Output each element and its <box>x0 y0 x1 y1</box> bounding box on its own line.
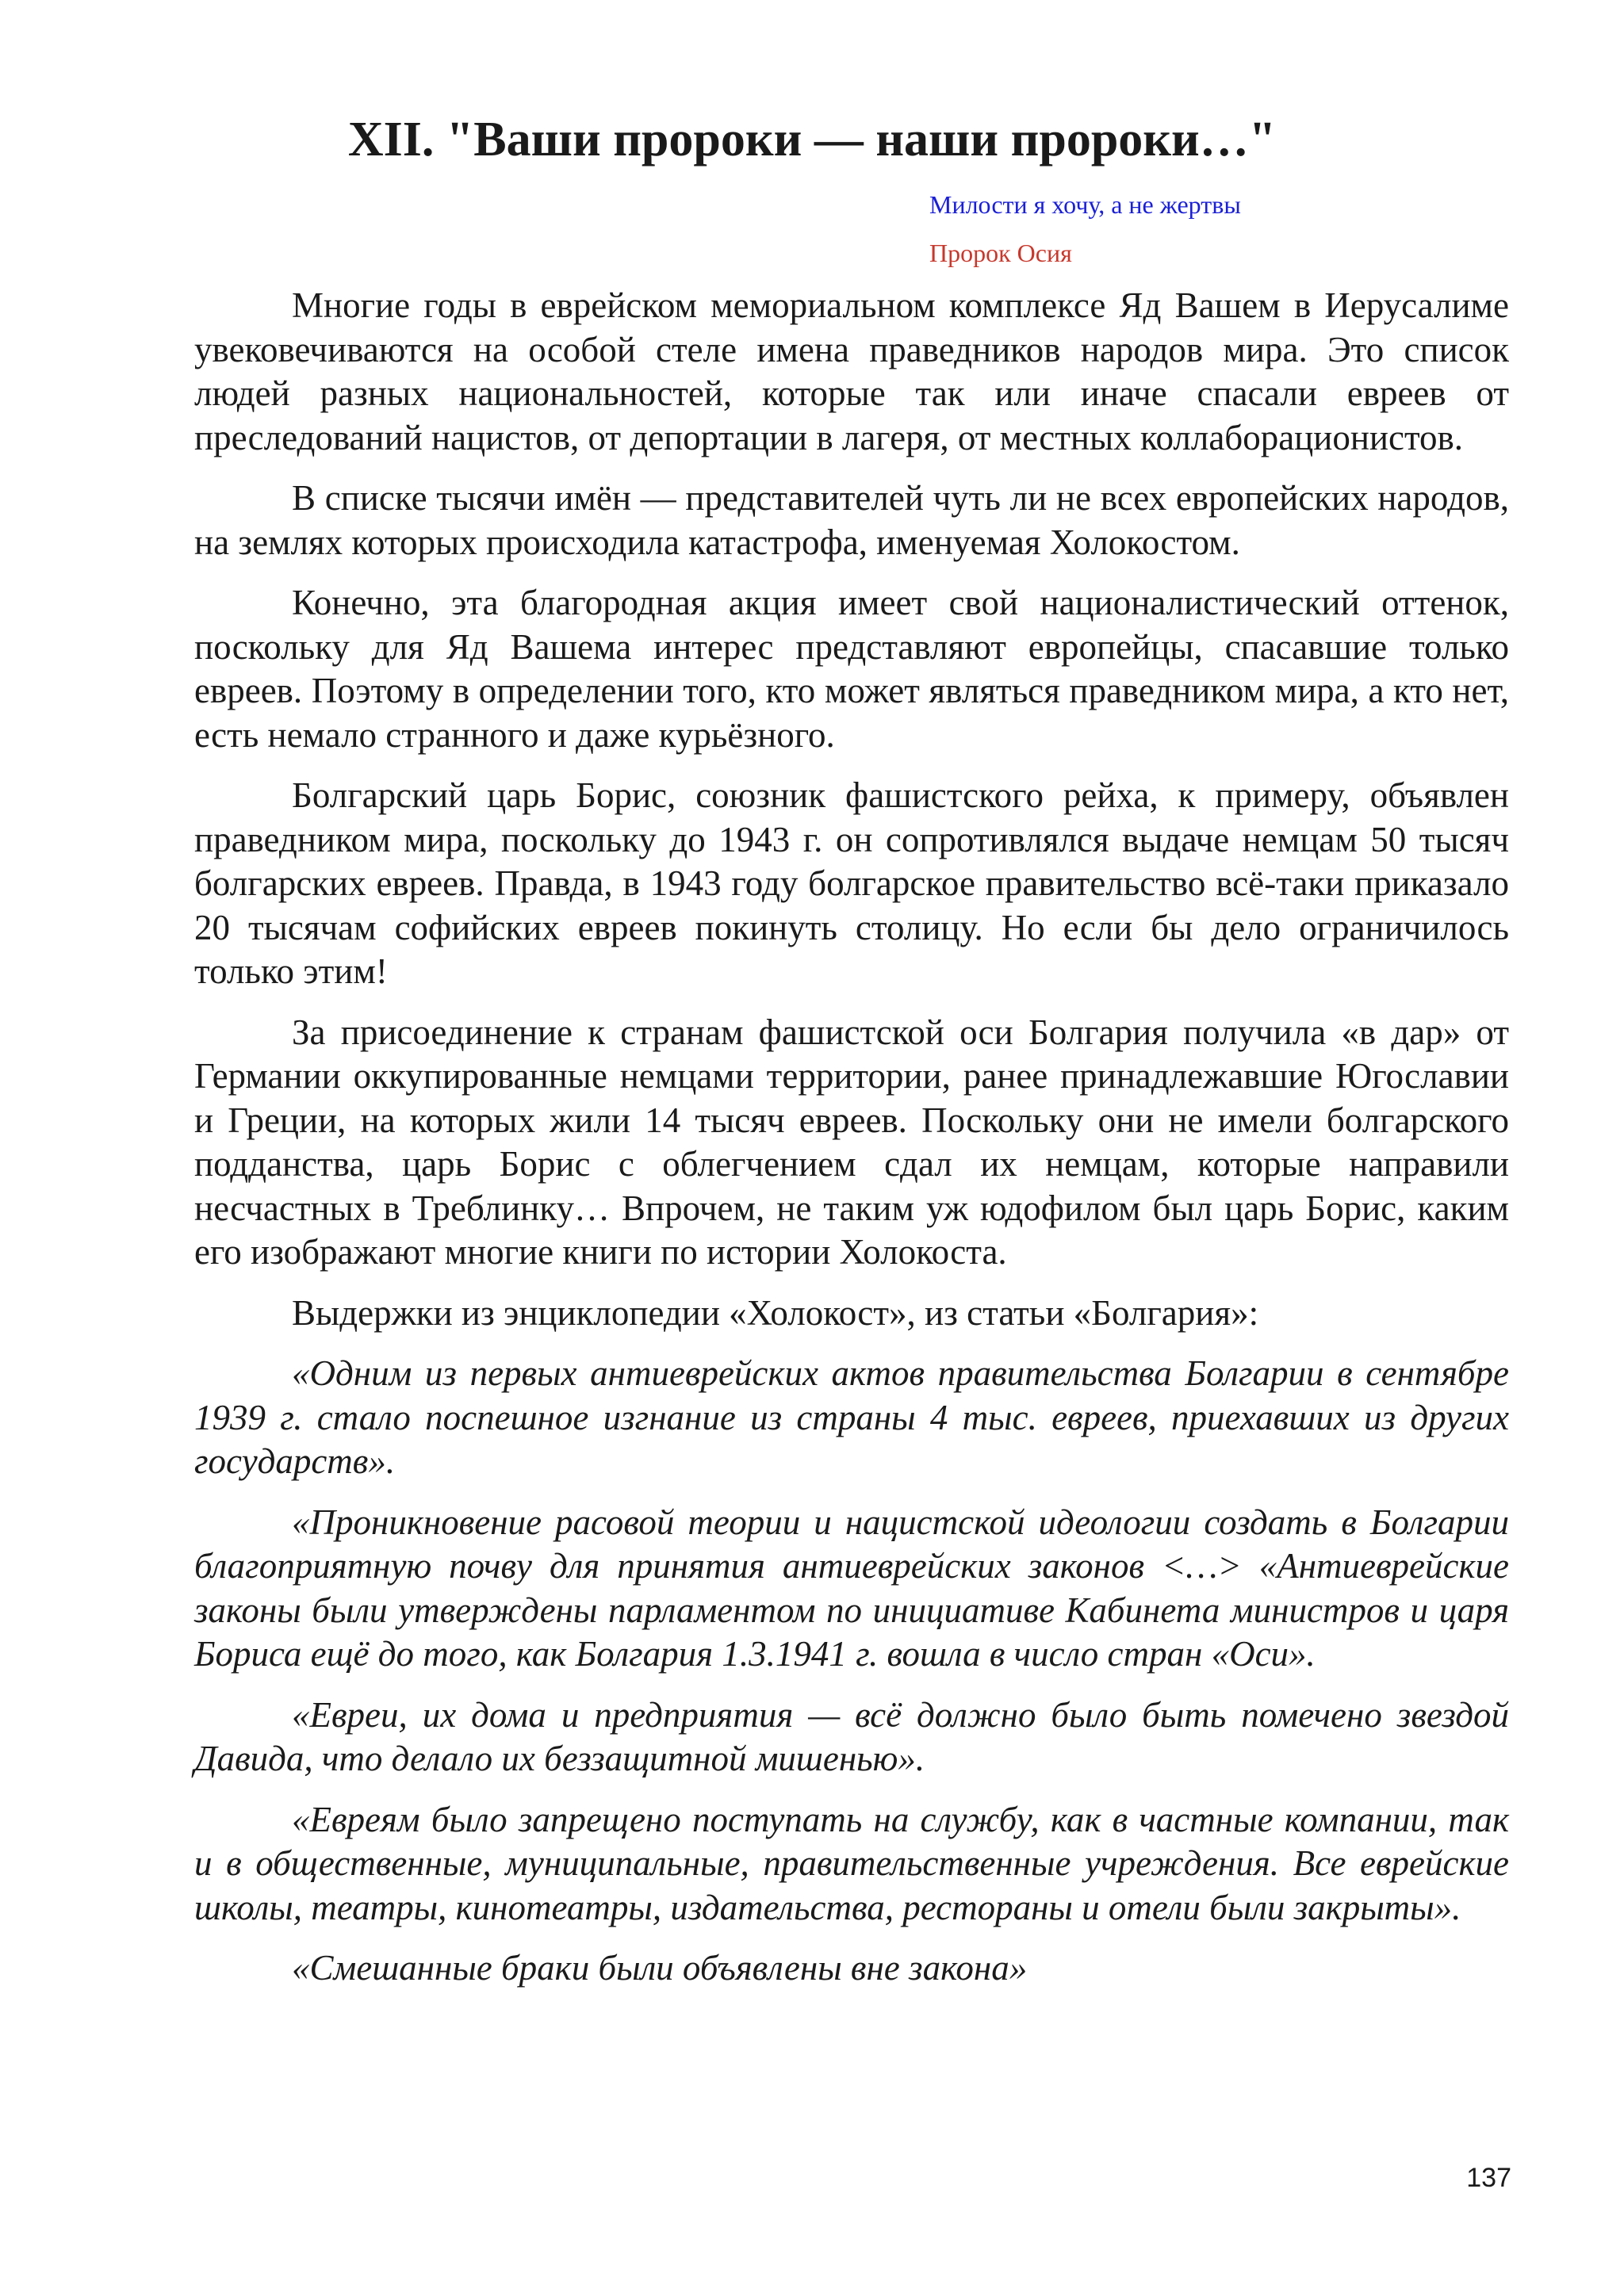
paragraph: Многие годы в еврейском мемориальном комплексе Яд Вашем в Иерусалиме увековечиваются на особой стеле имена праведников народов мира. Это список людей разных национальностей, которые так или иначе спасали евреев от преследований нацистов, от депортации в лагеря, от местных коллаборационистов. <box>194 285 1509 457</box>
epigraph-author: Пророк Осия <box>929 239 1072 267</box>
encyclopedia-quote: «Проникновение расовой теории и нацистской идеологии создать в Болгарии благоприятную почву для принятия антиеврейских законов <…> «Антиеврейские законы были утверждены парламентом по инициативе Кабинета министров и царя Бориса ещё до того, как Болгария 1.3.1941 г. вошла в число стран «Оси». <box>194 1502 1509 1674</box>
encyclopedia-quote: «Одним из первых антиеврейских актов правительства Болгарии в сентябре 1939 г. стало поспешное изгнание из страны 4 тыс. евреев, приехавших из других государств». <box>194 1353 1509 1481</box>
paragraph: Болгарский царь Борис, союзник фашистского рейха, к примеру, объявлен праведником мира, поскольку до 1943 г. он сопротивлялся выдаче немцам 50 тысяч болгарских евреев. Правда, в 1943 году болгарское правительство всё-таки приказало 20 тысячам софийских евреев покинуть столицу. Но если бы дело ограничилось только этим! <box>194 775 1509 991</box>
paragraph: За присоединение к странам фашистской оси Болгария получила «в дар» от Германии оккупированные немцами территории, ранее принадлежавшие Югославии и Греции, на которых жили 14 тысяч евреев. Поскольку они не имели болгарского подданства, царь Борис с облегчением сдал их немцам, которые направили несчастных в Треблинку… Впрочем, не таким уж юдофилом был царь Борис, каким его изображают многие книги по истории Холокоста. <box>194 1012 1509 1272</box>
encyclopedia-quote: «Евреям было запрещено поступать на службу, как в частные компании, так и в общественные, муниципальные, правительственные учреждения. Все еврейские школы, театры, кинотеатры, издательства, рестораны и отели были закрыты». <box>194 1799 1509 1927</box>
page-number: 137 <box>1466 2163 1511 2193</box>
body-text <box>194 284 1509 1991</box>
epigraph-quote: Милости я хочу, а не жертвы <box>929 190 1241 219</box>
paragraph: В списке тысячи имён — представителей чуть ли не всех европейских народов, на землях которых происходила катастрофа, именуемая Холокостом. <box>194 478 1509 562</box>
chapter-title: XII. "Ваши пророки — наши пророки…" <box>347 113 1277 166</box>
encyclopedia-quote: «Евреи, их дома и предприятия — всё должно было быть помечено звездой Давида, что делало их беззащитной мишенью». <box>194 1694 1509 1778</box>
paragraph: Выдержки из энциклопедии «Холокост», из статьи «Болгария»: <box>292 1292 1259 1333</box>
paragraph: Конечно, эта благородная акция имеет свой националистический оттенок, поскольку для Яд Вашема интерес представляют европейцы, спасавшие только евреев. Поэтому в определении того, кто может являться праведником мира, а кто нет, есть немало странного и даже курьёзного. <box>194 583 1509 755</box>
encyclopedia-quote: «Смешанные браки были объявлены вне закона» <box>292 1948 1028 1988</box>
